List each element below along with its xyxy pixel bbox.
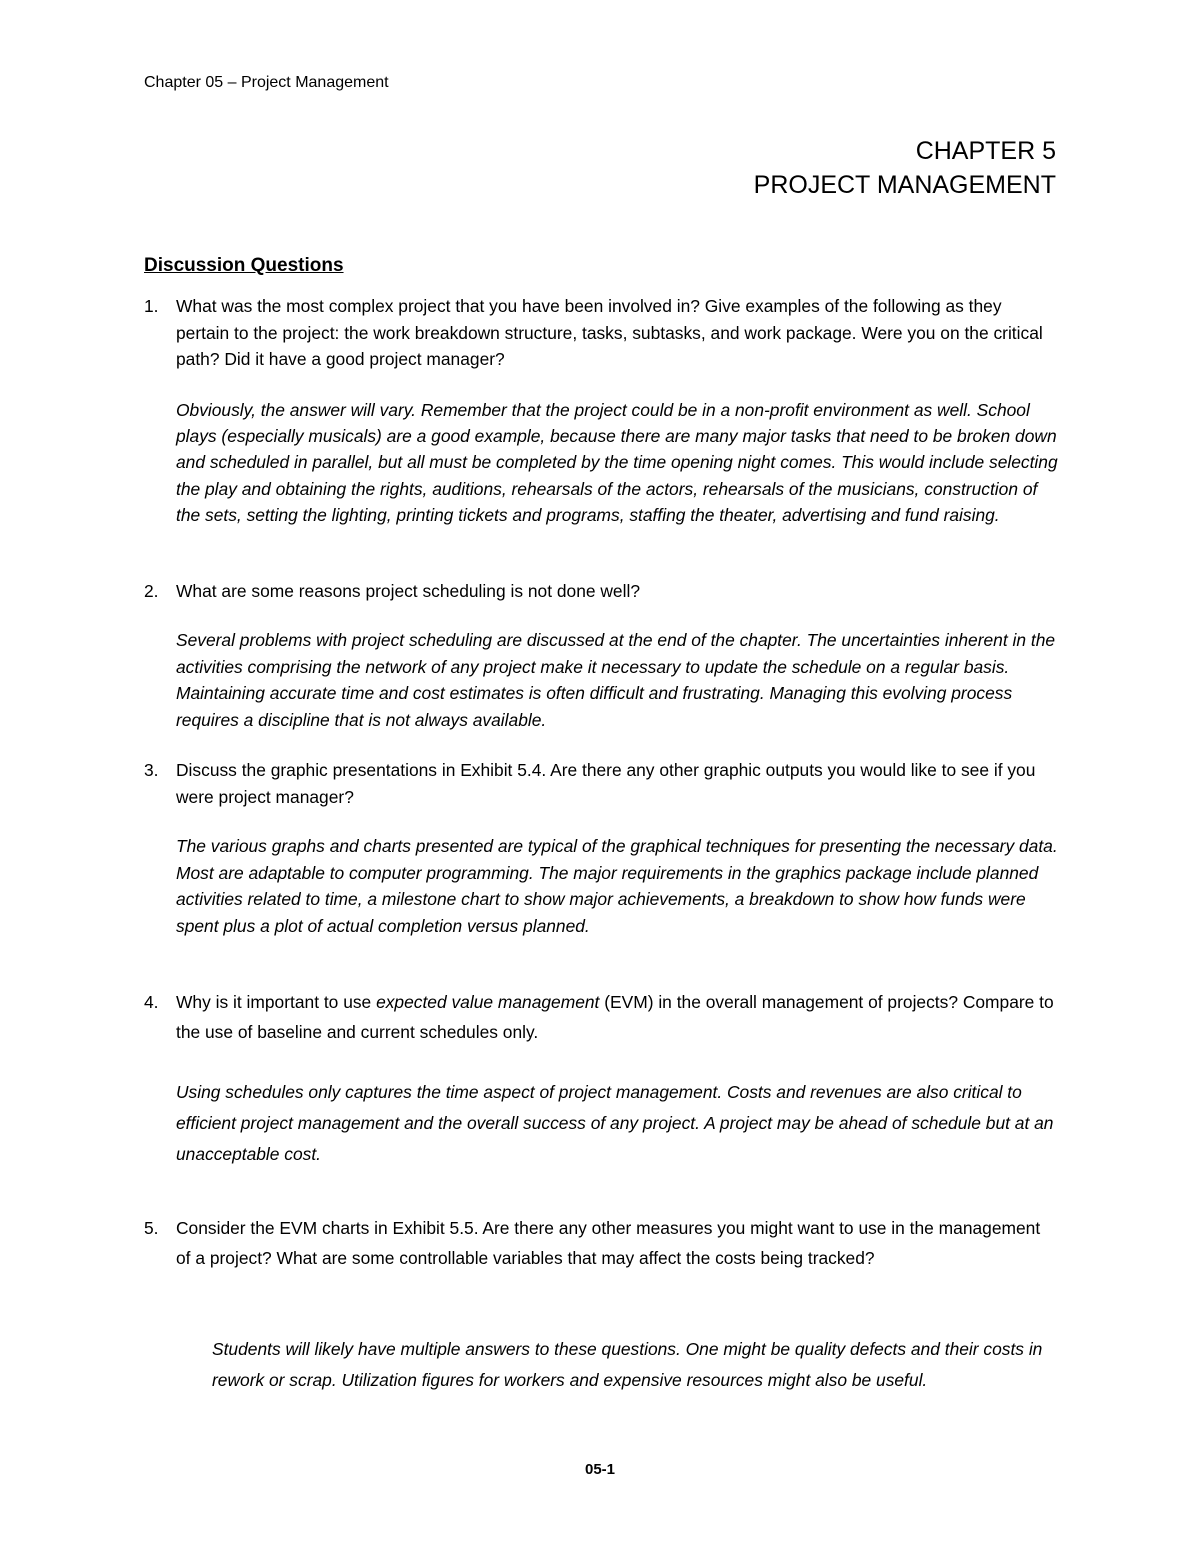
answer-3: The various graphs and charts presented are typical of the graphical techniques for presenting the necessary data. Most are adaptable to computer programming. The major requirements in the graphics package include planned activities related to time, a milestone chart to show major achievements, a breakdown to show how funds were spent plus a plot of actual completion versus planned. <box>176 836 1058 936</box>
question-number: 5. <box>144 1218 159 1238</box>
chapter-name: PROJECT MANAGEMENT <box>753 171 1056 199</box>
answer-5: Students will likely have multiple answers to these questions. One might be quality defects and their costs in rework or scrap. Utilization figures for workers and expensive resources might also be useful. <box>212 1339 1043 1390</box>
answer-1: Obviously, the answer will vary. Remember that the project could be in a non-profit environment as well. School plays (especially musicals) are a good example, because there are many major tasks that need to be broken down and scheduled in parallel, but all must be completed by the time opening night comes. This would include selecting the play and obtaining the rights, auditions, rehearsals of the actors, rehearsals of the musicians, construction of the sets, setting the lighting, printing tickets and programs, staffing the theater, advertising and fund raising. <box>176 400 1058 525</box>
section-heading: Discussion Questions <box>144 255 344 276</box>
question-5 <box>144 1213 1059 1273</box>
question-4 <box>144 987 1059 1047</box>
question-text: Discuss the graphic presentations in Exhibit 5.4. Are there any other graphic outputs you would like to see if you were project manager? <box>176 760 1036 807</box>
question-number: 3. <box>144 760 159 780</box>
question-3 <box>144 757 1059 810</box>
chapter-title <box>754 134 1056 202</box>
question-text-emphasis: expected value management <box>376 992 600 1012</box>
question-text <box>176 987 1059 1047</box>
answer-2: Several problems with project scheduling are discussed at the end of the chapter. The uncertainties inherent in the activities comprising the network of any project make it necessary to update the schedule on a regular basis. Maintaining accurate time and cost estimates is often difficult and frustrating. Managing this evolving process requires a discipline that is not always available. <box>176 630 1056 730</box>
question-number: 1. <box>144 296 159 316</box>
question-number: 4. <box>144 992 159 1012</box>
answer-4: Using schedules only captures the time aspect of project management. Costs and revenues are also critical to efficient project management and the overall success of any project. A project may be ahead of schedule but at an unacceptable cost. <box>176 1082 1054 1164</box>
question-text: What was the most complex project that you have been involved in? Give examples of the following as they pertain to the project: the work breakdown structure, tasks, subtasks, and work package. Were you on the critical path? Did it have a good project manager? <box>176 296 1043 369</box>
running-header: Chapter 05 – Project Management <box>144 74 389 91</box>
question-text-part: Why is it important to use <box>176 992 377 1012</box>
question-text: Consider the EVM charts in Exhibit 5.5. Are there any other measures you might want to use in the management of a project? What are some controllable variables that may affect the costs being tracked? <box>176 1218 1041 1268</box>
question-2 <box>144 578 1059 605</box>
page-number: 05-1 <box>584 1461 616 1478</box>
question-text-part: (EVM) in the overall management of projects? Compare to the use of baseline and current schedules only. <box>176 992 1054 1042</box>
question-1 <box>144 293 1059 373</box>
question-number: 2. <box>144 581 159 601</box>
question-text: What are some reasons project scheduling is not done well? <box>176 581 641 601</box>
chapter-number: CHAPTER 5 <box>915 137 1056 165</box>
